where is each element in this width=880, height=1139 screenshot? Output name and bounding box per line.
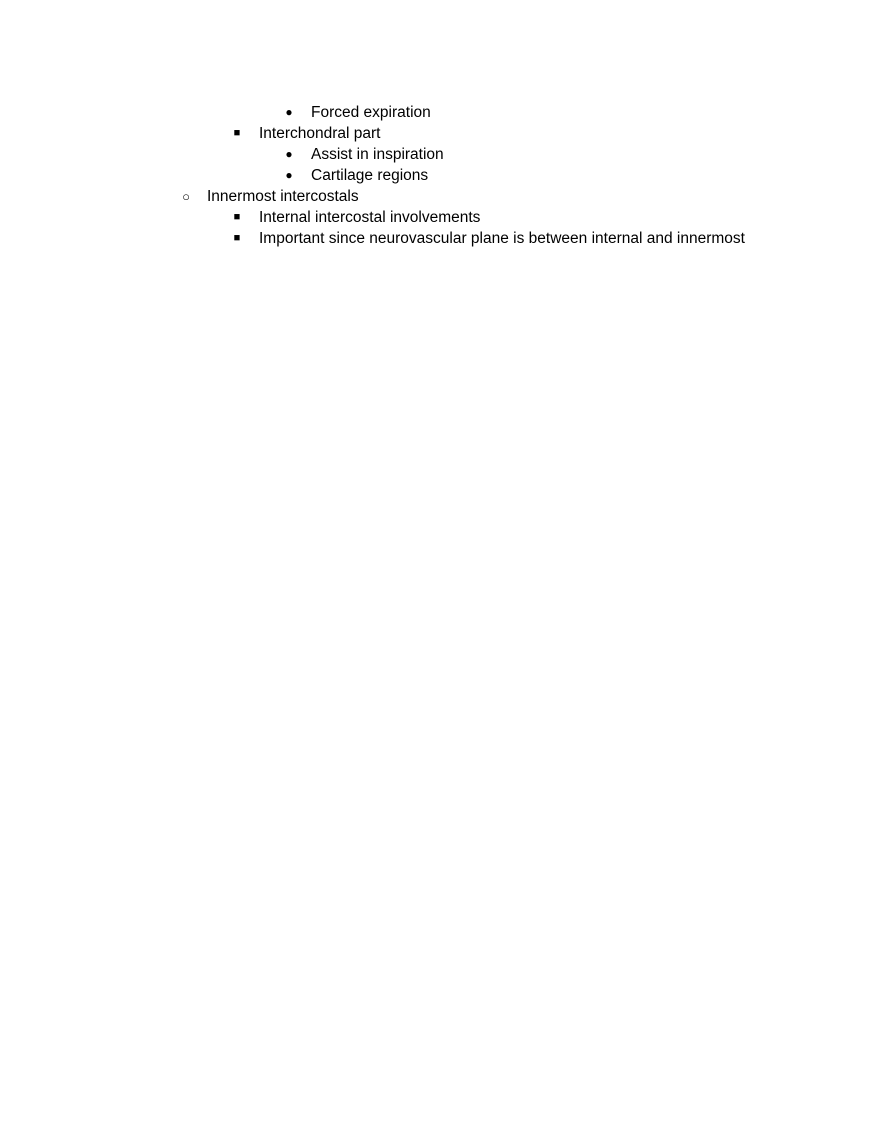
list-item-text: Assist in inspiration [311,146,444,163]
list-item-text: Important since neurovascular plane is between internal and innermost [259,230,745,247]
list-item-text: Interchondral part [259,125,381,142]
list-item-text: Internal intercostal involvements [259,209,481,226]
disc-bullet-icon: ● [285,168,293,182]
list-item-text: Cartilage regions [311,167,429,184]
disc-bullet-icon: ● [285,147,293,161]
list-item-text: Innermost intercostals [207,188,359,205]
disc-bullet-icon: ● [285,105,293,119]
circle-bullet-icon: ○ [182,189,190,204]
square-bullet-icon: ■ [233,211,241,223]
list-item-text: Forced expiration [311,104,431,121]
square-bullet-icon: ■ [233,232,241,244]
square-bullet-icon: ■ [233,127,241,139]
